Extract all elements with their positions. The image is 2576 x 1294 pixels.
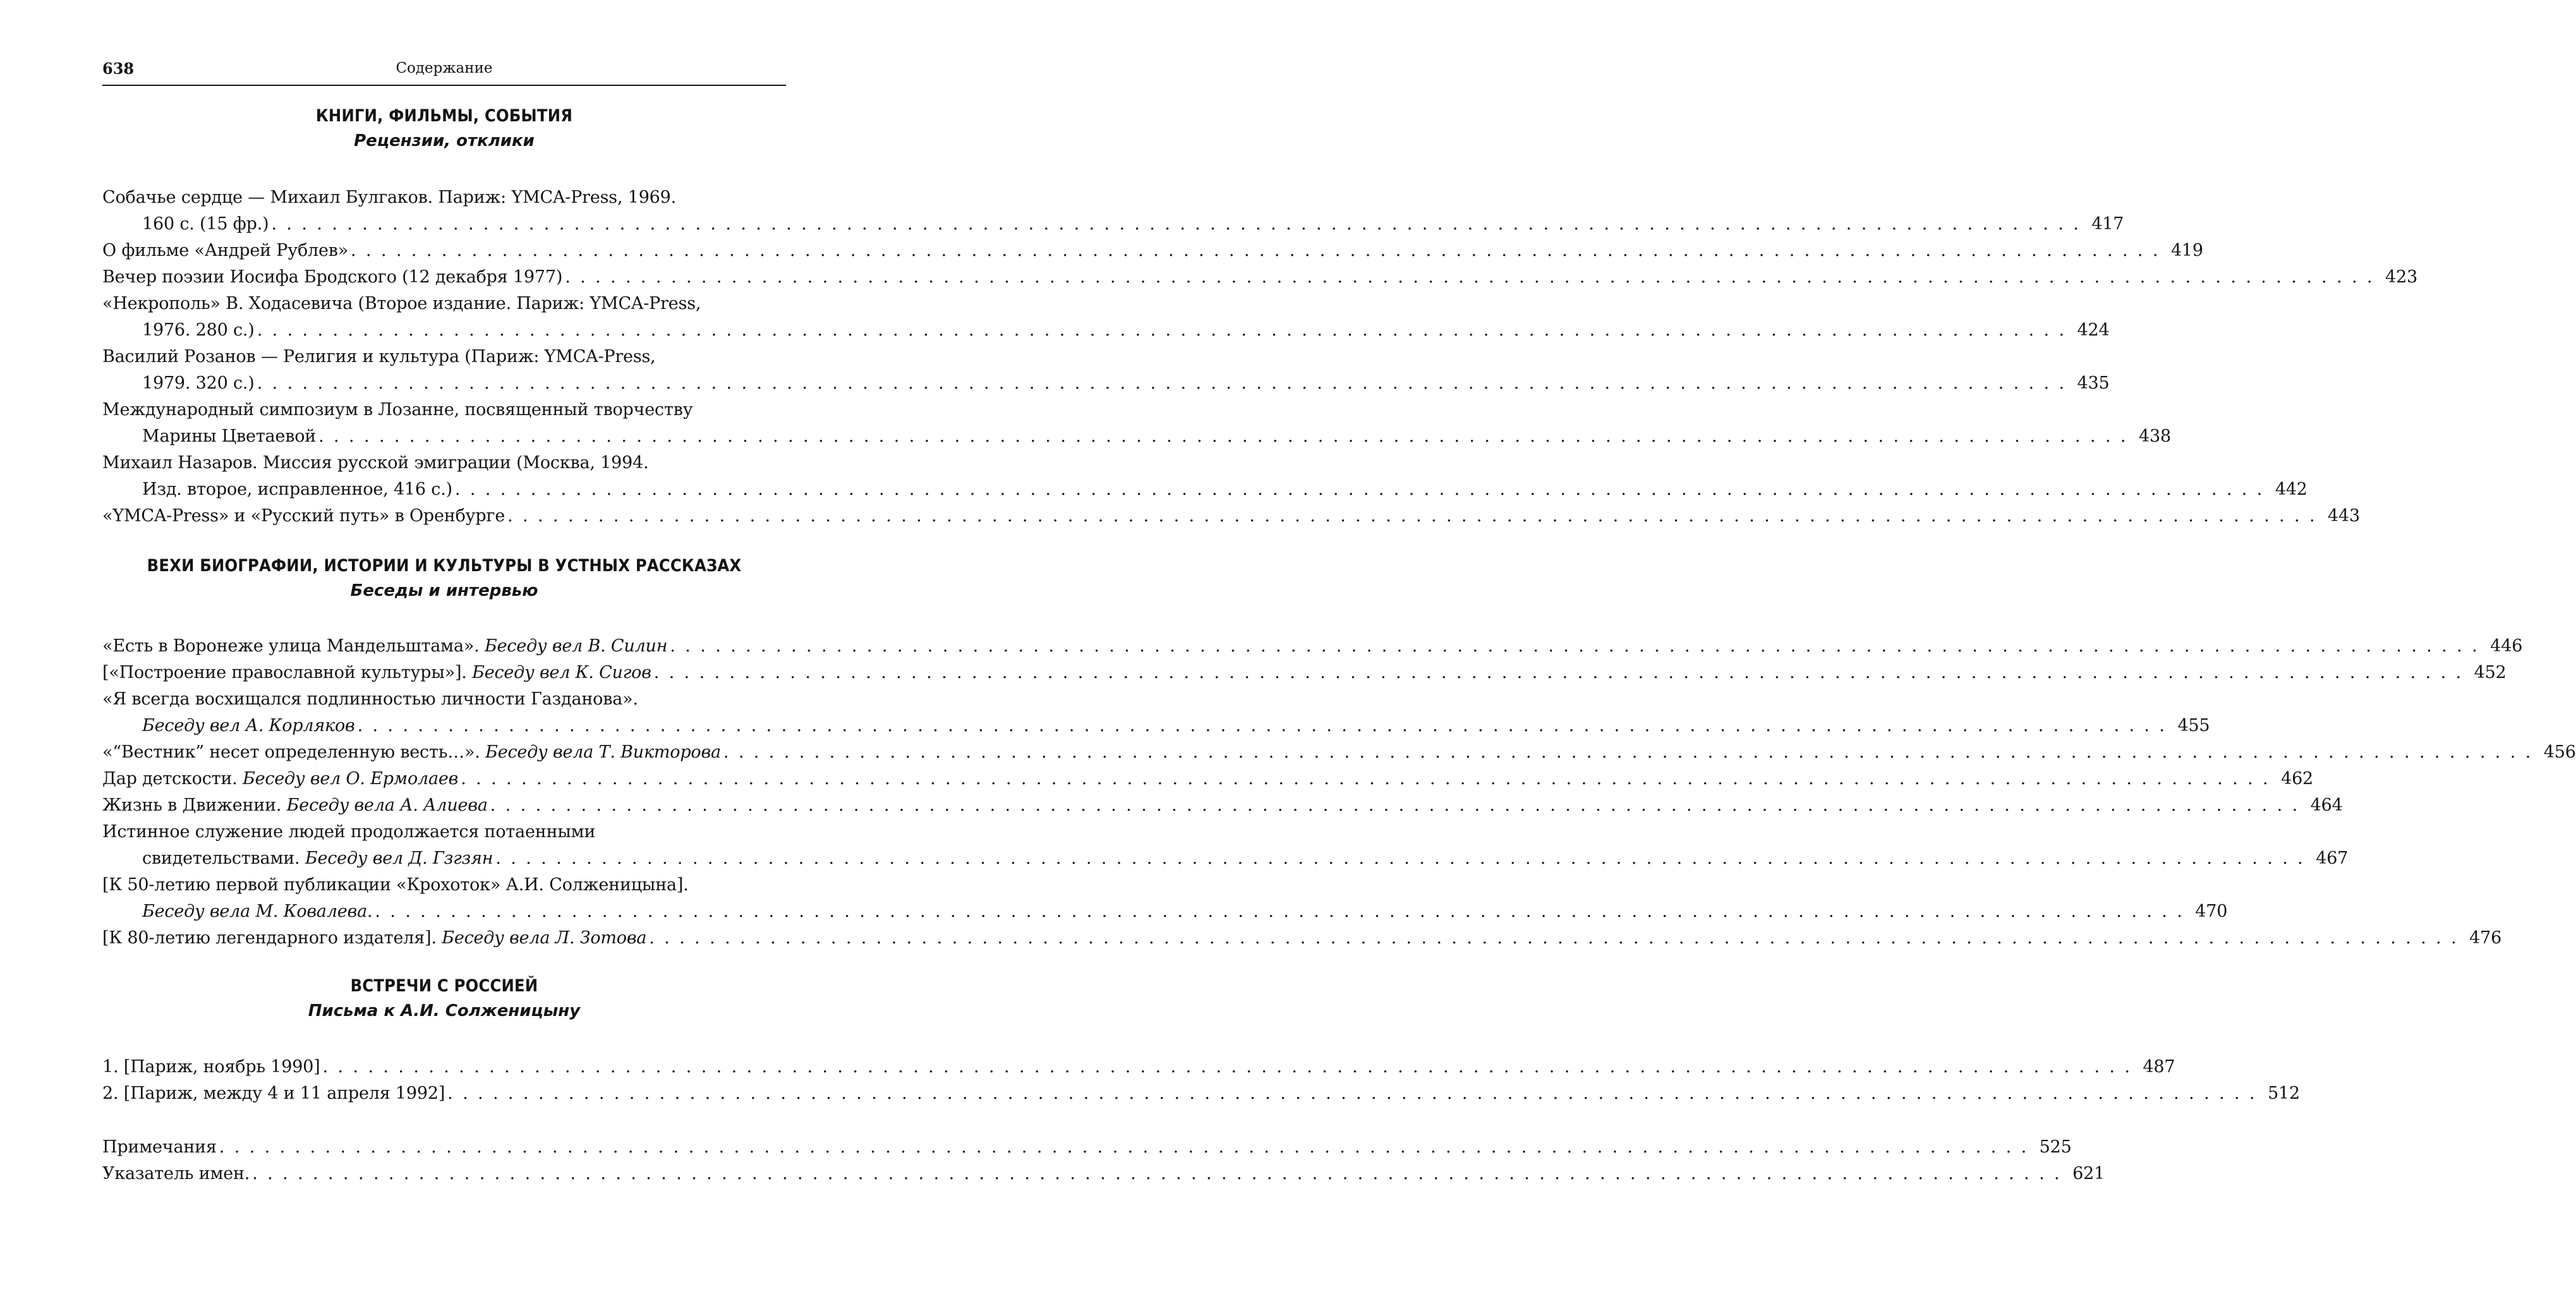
toc-entry-last-line <box>102 476 2307 503</box>
toc-entry-last-line <box>102 845 2349 872</box>
toc-entry-interviewer: Беседу вела Л. Зотова <box>442 928 647 948</box>
toc-entry-last-line <box>102 503 2360 529</box>
dot-leader: . . . . . . . . . . . . . . . . . . . . . . . . . . . . . . . . . . . . . . . . . . . . . . . . . . . . . . . . . . . . . . . . . . . . . . . . . . . . . . . . . . . . . . . . . . . . . . . . . . . . . . . . . . . . . . . . . . . . . . . . <box>649 928 2459 948</box>
toc-entry-title <box>102 792 488 819</box>
dot-leader: . . . . . . . . . . . . . . . . . . . . . . . . . . . . . . . . . . . . . . . . . . . . . . . . . . . . . . . . . . . . . . . . . . . . . . . . . . . . . . . . . . . . . . . . . . . . . . . . . . . . . . . . . . . . . . . . . . . . . . . . <box>375 902 2185 921</box>
page-header <box>102 56 786 86</box>
toc-entry-title <box>102 1161 250 1187</box>
toc-entry-text: [К 80-летию легендарного издателя]. <box>102 928 437 948</box>
toc-entry-text: Вечер поэзии Иосифа Бродского (12 декабря 1977) <box>102 267 563 287</box>
toc-entry-title <box>142 211 269 238</box>
toc-entry[interactable] <box>102 238 2203 264</box>
toc-entry-last-line <box>102 1054 2175 1080</box>
toc-entry-last-line <box>102 1134 2072 1161</box>
toc-entry[interactable] <box>102 925 2502 952</box>
toc-page-number: 470 <box>2195 902 2228 921</box>
toc-entry[interactable] <box>102 686 2210 739</box>
toc-entry-interviewer: Беседу вела М. Ковалева. <box>142 902 373 921</box>
toc-entry-title-line: Международный симпозиум в Лозанне, посвященный творчеству <box>102 400 693 420</box>
dot-leader: . . . . . . . . . . . . . . . . . . . . . . . . . . . . . . . . . . . . . . . . . . . . . . . . . . . . . . . . . . . . . . . . . . . . . . . . . . . . . . . . . . . . . . . . . . . . . . . . . . . . . . . . . . . . . . . . . . . . . . . . <box>495 849 2306 868</box>
dot-leader: . . . . . . . . . . . . . . . . . . . . . . . . . . . . . . . . . . . . . . . . . . . . . . . . . . . . . . . . . . . . . . . . . . . . . . . . . . . . . . . . . . . . . . . . . . . . . . . . . . . . . . . . . . . . . . . . . . . . . . . . <box>507 506 2317 526</box>
toc-list <box>102 633 2576 952</box>
toc-entry-title-line: «Некрополь» В. Ходасевича (Второе издание. Париж: YMCA-Press, <box>102 294 701 313</box>
running-title: Содержание <box>396 60 493 76</box>
dot-leader: . . . . . . . . . . . . . . . . . . . . . . . . . . . . . . . . . . . . . . . . . . . . . . . . . . . . . . . . . . . . . . . . . . . . . . . . . . . . . . . . . . . . . . . . . . . . . . . . . . . . . . . . . . . . . . . . . . . . . . . . <box>357 716 2167 735</box>
toc-entry-text: свидетельствами. <box>142 849 300 868</box>
toc-page-number: 487 <box>2143 1057 2175 1077</box>
toc-page-number: 512 <box>2268 1084 2300 1103</box>
toc-entry-last-line <box>102 211 2124 238</box>
section-title: ВЕХИ БИОГРАФИИ, ИСТОРИИ И КУЛЬТУРЫ В УСТНЫХ РАССКАЗАХ <box>147 556 742 576</box>
toc-entry-last-line <box>102 766 2314 792</box>
dot-leader: . . . . . . . . . . . . . . . . . . . . . . . . . . . . . . . . . . . . . . . . . . . . . . . . . . . . . . . . . . . . . . . . . . . . . . . . . . . . . . . . . . . . . . . . . . . . . . . . . . . . . . . . . . . . . . . . . . . . . . . . <box>257 373 2067 393</box>
toc-entry-last-line <box>102 739 2576 766</box>
toc-entry-interviewer: Беседу вела А. Алиева <box>286 795 488 815</box>
toc-entry-last-line <box>102 1080 2300 1107</box>
toc-entry[interactable] <box>102 633 2523 660</box>
toc-entry-last-line <box>102 317 2110 344</box>
toc-entry-title-line: «Я всегда восхищался подлинностью личности Газданова». <box>102 689 638 709</box>
toc-entry[interactable] <box>102 291 2110 344</box>
toc-entry[interactable] <box>102 264 2418 291</box>
toc-entry-text: «“Вестник” несет определенную весть…». <box>102 742 480 762</box>
toc-entry-title <box>102 660 651 686</box>
toc-entry-title-line: Михаил Назаров. Миссия русской эмиграции (Москва, 1994. <box>102 453 649 473</box>
toc-entry[interactable] <box>102 872 2228 925</box>
toc-page-number: 417 <box>2091 214 2124 234</box>
toc-entry-text: 1979. 320 с.) <box>142 373 255 393</box>
toc-page-number: 419 <box>2170 241 2203 260</box>
toc-entry-title <box>102 264 562 291</box>
toc-entry[interactable] <box>102 819 2349 872</box>
toc-entry[interactable] <box>102 739 2576 766</box>
toc-entry-title <box>102 633 667 660</box>
toc-entry-interviewer: Беседу вел А. Корляков <box>142 716 355 735</box>
toc-entry-interviewer: Беседу вел К. Сигов <box>472 663 651 682</box>
toc-entry-text: 160 с. (15 фр.) <box>142 214 269 234</box>
toc-entry-interviewer: Беседу вел О. Ермолаев <box>242 769 459 789</box>
toc-entry[interactable] <box>102 1080 2300 1107</box>
toc-entry[interactable] <box>102 184 2124 238</box>
toc-entry[interactable] <box>102 1054 2175 1080</box>
toc-list <box>102 1134 2105 1187</box>
toc-page-number: 467 <box>2316 849 2349 868</box>
toc-entry[interactable] <box>102 450 2307 503</box>
toc-entry[interactable] <box>102 503 2360 529</box>
toc-page-number: 476 <box>2469 928 2502 948</box>
toc-entry-title-line: [К 50-летию первой публикации «Крохоток» А.И. Солженицына]. <box>102 875 689 895</box>
dot-leader: . . . . . . . . . . . . . . . . . . . . . . . . . . . . . . . . . . . . . . . . . . . . . . . . . . . . . . . . . . . . . . . . . . . . . . . . . . . . . . . . . . . . . . . . . . . . . . . . . . . . . . . . . . . . . . . . . . . . . . . . <box>490 795 2300 815</box>
toc-entry-last-line <box>102 423 2171 450</box>
toc-entry-last-line <box>102 713 2210 739</box>
toc-entry-text: «Есть в Воронеже улица Мандельштама». <box>102 636 480 656</box>
dot-leader: . . . . . . . . . . . . . . . . . . . . . . . . . . . . . . . . . . . . . . . . . . . . . . . . . . . . . . . . . . . . . . . . . . . . . . . . . . . . . . . . . . . . . . . . . . . . . . . . . . . . . . . . . . . . . . . . . . . . . . . . <box>447 1084 2257 1103</box>
toc-entry-text: 1. [Париж, ноябрь 1990] <box>102 1057 320 1077</box>
toc-entry-title <box>142 713 355 739</box>
section-title: ВСТРЕЧИ С РОССИЕЙ <box>350 976 538 996</box>
toc-entry-title <box>102 503 505 529</box>
dot-leader: . . . . . . . . . . . . . . . . . . . . . . . . . . . . . . . . . . . . . . . . . . . . . . . . . . . . . . . . . . . . . . . . . . . . . . . . . . . . . . . . . . . . . . . . . . . . . . . . . . . . . . . . . . . . . . . . . . . . . . . . <box>322 1057 2132 1077</box>
toc-entry-text: Указатель имен. <box>102 1164 250 1183</box>
toc-entry[interactable] <box>102 660 2506 686</box>
toc-entry-last-line <box>102 898 2228 925</box>
toc-entry-title <box>142 317 255 344</box>
toc-entry-interviewer: Беседу вела Т. Викторова <box>485 742 721 762</box>
toc-entry-last-line <box>102 1161 2105 1187</box>
toc-entry-title <box>102 238 348 264</box>
dot-leader: . . . . . . . . . . . . . . . . . . . . . . . . . . . . . . . . . . . . . . . . . . . . . . . . . . . . . . . . . . . . . . . . . . . . . . . . . . . . . . . . . . . . . . . . . . . . . . . . . . . . . . . . . . . . . . . . . . . . . . . . <box>318 426 2128 446</box>
dot-leader: . . . . . . . . . . . . . . . . . . . . . . . . . . . . . . . . . . . . . . . . . . . . . . . . . . . . . . . . . . . . . . . . . . . . . . . . . . . . . . . . . . . . . . . . . . . . . . . . . . . . . . . . . . . . . . . . . . . . . . . . <box>257 320 2067 340</box>
toc-page-number: 455 <box>2177 716 2210 735</box>
toc-entry-title <box>102 1054 320 1080</box>
section-subtitle: Беседы и интервью <box>350 581 538 600</box>
toc-entry[interactable] <box>102 1134 2072 1161</box>
toc-page-number: 456 <box>2543 742 2576 762</box>
toc-entry-text: 2. [Париж, между 4 и 11 апреля 1992] <box>102 1084 445 1103</box>
toc-entry-title <box>102 739 721 766</box>
toc-entry[interactable] <box>102 792 2343 819</box>
toc-entry-text: Примечания <box>102 1137 217 1157</box>
toc-list <box>102 184 2418 529</box>
toc-entry[interactable] <box>102 344 2110 397</box>
toc-list <box>102 1054 2300 1107</box>
toc-page-number: 621 <box>2072 1164 2105 1183</box>
toc-entry-title <box>102 1134 217 1161</box>
toc-entry-title-line: Истинное служение людей продолжается потаенными <box>102 822 596 842</box>
toc-entry-title <box>142 845 493 872</box>
toc-page-number: 442 <box>2275 480 2307 499</box>
toc-entry-interviewer: Беседу вел В. Силин <box>484 636 668 656</box>
dot-leader: . . . . . . . . . . . . . . . . . . . . . . . . . . . . . . . . . . . . . . . . . . . . . . . . . . . . . . . . . . . . . . . . . . . . . . . . . . . . . . . . . . . . . . . . . . . . . . . . . . . . . . . . . . . . . . . . . . . . . . . . <box>723 742 2533 762</box>
toc-entry-text: О фильме «Андрей Рублев» <box>102 241 349 260</box>
toc-entry[interactable] <box>102 766 2314 792</box>
toc-page-number: 446 <box>2490 636 2523 656</box>
toc-entry-title <box>142 476 452 503</box>
dot-leader: . . . . . . . . . . . . . . . . . . . . . . . . . . . . . . . . . . . . . . . . . . . . . . . . . . . . . . . . . . . . . . . . . . . . . . . . . . . . . . . . . . . . . . . . . . . . . . . . . . . . . . . . . . . . . . . . . . . . . . . . <box>653 663 2464 682</box>
section-subtitle: Рецензии, отклики <box>354 131 535 150</box>
toc-page-number: 443 <box>2328 506 2360 526</box>
section-subtitle: Письма к А.И. Солженицыну <box>308 1001 581 1020</box>
dot-leader: . . . . . . . . . . . . . . . . . . . . . . . . . . . . . . . . . . . . . . . . . . . . . . . . . . . . . . . . . . . . . . . . . . . . . . . . . . . . . . . . . . . . . . . . . . . . . . . . . . . . . . . . . . . . . . . . . . . . . . . . <box>351 241 2160 260</box>
dot-leader: . . . . . . . . . . . . . . . . . . . . . . . . . . . . . . . . . . . . . . . . . . . . . . . . . . . . . . . . . . . . . . . . . . . . . . . . . . . . . . . . . . . . . . . . . . . . . . . . . . . . . . . . . . . . . . . . . . . . . . . . <box>670 636 2480 656</box>
toc-page-number: 462 <box>2281 769 2314 789</box>
toc-entry-text: Дар детскости. <box>102 769 238 789</box>
toc-page-number: 464 <box>2310 795 2343 815</box>
toc-entry[interactable] <box>102 1161 2105 1187</box>
dot-leader: . . . . . . . . . . . . . . . . . . . . . . . . . . . . . . . . . . . . . . . . . . . . . . . . . . . . . . . . . . . . . . . . . . . . . . . . . . . . . . . . . . . . . . . . . . . . . . . . . . . . . . . . . . . . . . . . . . . . . . . . <box>252 1164 2062 1183</box>
section-title: КНИГИ, ФИЛЬМЫ, СОБЫТИЯ <box>315 106 573 126</box>
toc-entry-interviewer: Беседу вел Д. Гзгзян <box>305 849 493 868</box>
page-number: 638 <box>102 59 135 78</box>
dot-leader: . . . . . . . . . . . . . . . . . . . . . . . . . . . . . . . . . . . . . . . . . . . . . . . . . . . . . . . . . . . . . . . . . . . . . . . . . . . . . . . . . . . . . . . . . . . . . . . . . . . . . . . . . . . . . . . . . . . . . . . . <box>461 769 2271 789</box>
dot-leader: . . . . . . . . . . . . . . . . . . . . . . . . . . . . . . . . . . . . . . . . . . . . . . . . . . . . . . . . . . . . . . . . . . . . . . . . . . . . . . . . . . . . . . . . . . . . . . . . . . . . . . . . . . . . . . . . . . . . . . . . <box>219 1137 2029 1157</box>
toc-entry-title <box>102 925 646 952</box>
toc-entry-last-line <box>102 264 2418 291</box>
toc-entry-title-line: Собачье сердце — Михаил Булгаков. Париж: YMCA-Press, 1969. <box>102 188 677 207</box>
dot-leader: . . . . . . . . . . . . . . . . . . . . . . . . . . . . . . . . . . . . . . . . . . . . . . . . . . . . . . . . . . . . . . . . . . . . . . . . . . . . . . . . . . . . . . . . . . . . . . . . . . . . . . . . . . . . . . . . . . . . . . . . <box>565 267 2375 287</box>
toc-page-number: 452 <box>2474 663 2506 682</box>
toc-entry-title <box>102 766 458 792</box>
toc-entry-text: 1976. 280 с.) <box>142 320 255 340</box>
dot-leader: . . . . . . . . . . . . . . . . . . . . . . . . . . . . . . . . . . . . . . . . . . . . . . . . . . . . . . . . . . . . . . . . . . . . . . . . . . . . . . . . . . . . . . . . . . . . . . . . . . . . . . . . . . . . . . . . . . . . . . . . <box>271 214 2081 234</box>
toc-entry-title <box>142 423 316 450</box>
toc-entry-last-line <box>102 633 2523 660</box>
toc-entry-text: Марины Цветаевой <box>142 426 317 446</box>
toc-entry-last-line <box>102 238 2203 264</box>
toc-entry-title <box>142 370 255 397</box>
toc-page-number: 525 <box>2039 1137 2072 1157</box>
toc-entry-text: «YMCA-Press» и «Русский путь» в Оренбурге <box>102 506 505 526</box>
toc-entry-last-line <box>102 370 2110 397</box>
toc-page-number: 435 <box>2077 373 2110 393</box>
toc-page-number: 438 <box>2138 426 2171 446</box>
toc-entry-title <box>102 1080 445 1107</box>
toc-entry-last-line <box>102 925 2502 952</box>
toc-entry-title-line: Василий Розанов — Религия и культура (Париж: YMCA-Press, <box>102 347 656 366</box>
toc-page-number: 423 <box>2385 267 2418 287</box>
toc-entry-text: Жизнь в Движении. <box>102 795 282 815</box>
toc-entry-last-line <box>102 792 2343 819</box>
dot-leader: . . . . . . . . . . . . . . . . . . . . . . . . . . . . . . . . . . . . . . . . . . . . . . . . . . . . . . . . . . . . . . . . . . . . . . . . . . . . . . . . . . . . . . . . . . . . . . . . . . . . . . . . . . . . . . . . . . . . . . . . <box>454 480 2265 499</box>
toc-page-number: 424 <box>2077 320 2110 340</box>
toc-entry-text: [«Построение православной культуры»]. <box>102 663 467 682</box>
toc-entry-last-line <box>102 660 2506 686</box>
toc-entry-title <box>142 898 372 925</box>
toc-entry-text: Изд. второе, исправленное, 416 с.) <box>142 480 452 499</box>
toc-entry[interactable] <box>102 397 2171 450</box>
